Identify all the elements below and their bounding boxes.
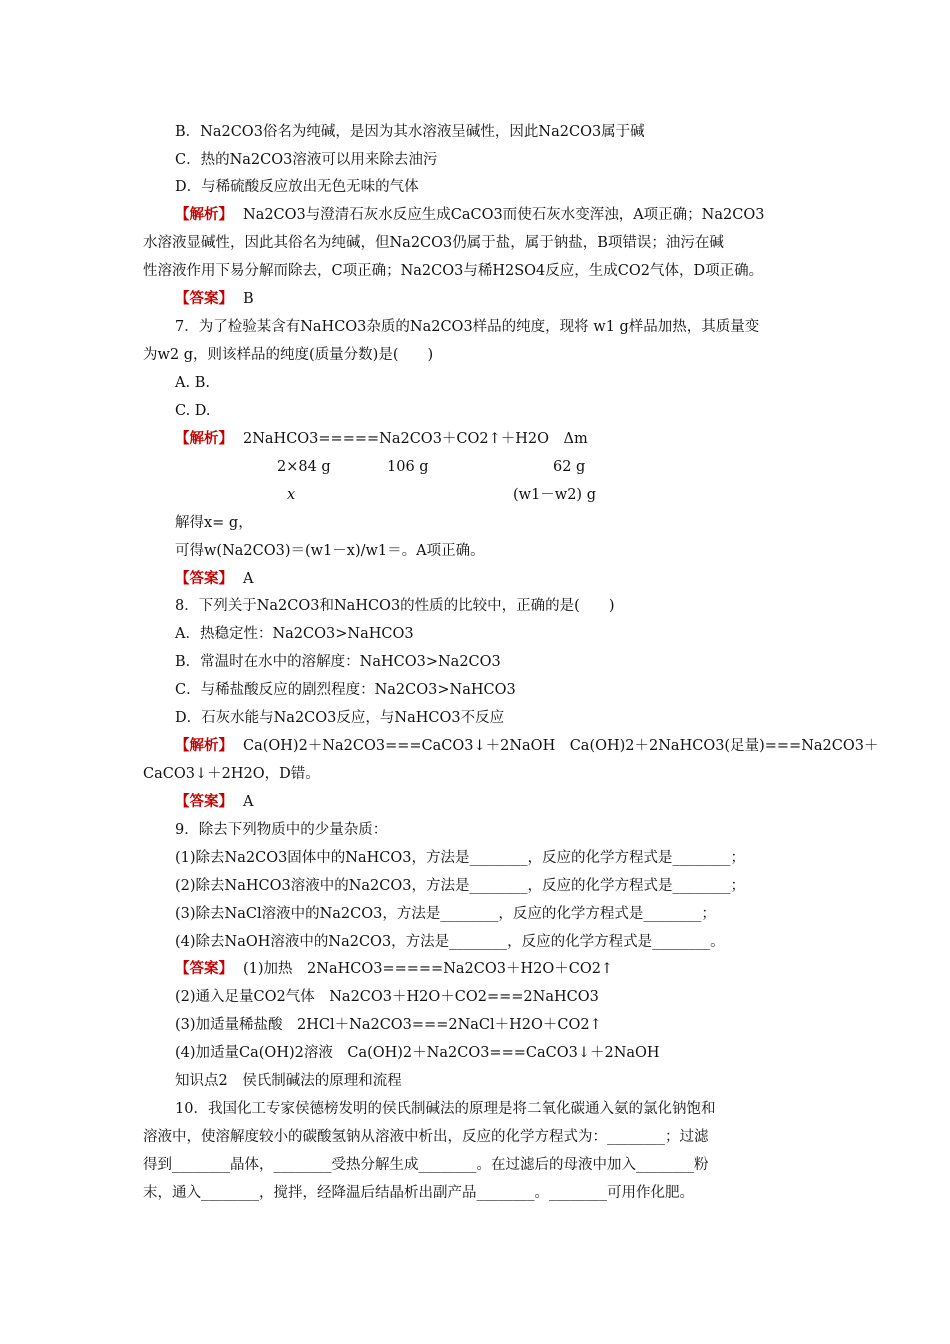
q8-analysis-line-2: CaCO3↓＋2H2O，D错。	[143, 766, 320, 782]
q8-answer	[175, 792, 810, 812]
q6-analysis-text-1: Na2CO3与澄清石灰水反应生成CaCO3而使石灰水变浑浊，A项正确；Na2CO3	[243, 207, 765, 223]
q10-line-4: 末，通入________，搅拌，经降温后结晶析出副产品________。________可用作化肥。	[143, 1185, 694, 1201]
q8-analysis-text-1: Ca(OH)2＋Na2CO3===CaCO3↓＋2NaOH Ca(OH)2＋2NaHCO3(足量)===Na2CO3＋	[243, 738, 879, 754]
q7-row2-a: x	[287, 487, 296, 503]
q6-analysis-line-3: 性溶液作用下易分解而除去，C项正确；Na2CO3与稀H2SO4反应，生成CO2气体，D项正确。	[143, 263, 764, 279]
q8-analysis-line-1	[175, 736, 879, 756]
q7-answer	[175, 569, 810, 589]
analysis-tag: 【解析】	[175, 430, 233, 447]
q7-options-cd: C. D.	[175, 403, 211, 419]
q9-part-3: (3)除去NaCl溶液中的Na2CO3，方法是________，反应的化学方程式是________；	[175, 906, 716, 922]
q9-part-1: (1)除去Na2CO3固体中的NaHCO3，方法是________，反应的化学方程式是________；	[175, 850, 745, 866]
q7-solve-2: 可得w(Na2CO3)＝(w1－x)/w1＝。A项正确。	[175, 543, 485, 559]
q9-stem: 9．除去下列物质中的少量杂质：	[175, 822, 388, 838]
answer-tag: 【答案】	[175, 570, 233, 587]
q6-option-c: C．热的Na2CO3溶液可以用来除去油污	[175, 152, 438, 168]
q7-row1-a: 2×84 g	[277, 459, 331, 475]
q10-line-1: 10．我国化工专家侯德榜发明的侯氏制碱法的原理是将二氧化碳通入氨的氯化钠饱和	[175, 1101, 716, 1117]
q7-stem-1: 7．为了检验某含有NaHCO3杂质的Na2CO3样品的纯度，现将 w1 g样品加热，其质量变	[175, 319, 760, 335]
section-heading: 知识点2 侯氏制碱法的原理和流程	[175, 1073, 402, 1089]
answer-tag: 【答案】	[175, 290, 233, 307]
analysis-tag: 【解析】	[175, 737, 233, 754]
q8-answer-value: A	[243, 794, 254, 810]
q6-option-d: D．与稀硫酸反应放出无色无味的气体	[175, 179, 419, 195]
q8-stem: 8．下列关于Na2CO3和NaHCO3的性质的比较中，正确的是( )	[175, 598, 615, 614]
q9-answer-3: (3)加适量稀盐酸 2HCl＋Na2CO3===2NaCl＋H2O＋CO2↑	[175, 1017, 602, 1033]
q10-line-3: 得到________晶体，________受热分解生成________。在过滤后的母液中加入________粉	[143, 1157, 709, 1173]
q6-answer	[175, 289, 810, 309]
answer-tag: 【答案】	[175, 793, 233, 810]
q7-analysis-line	[175, 429, 810, 449]
q10-line-2: 溶液中，使溶解度较小的碳酸氢钠从溶液中析出，反应的化学方程式为：________；过滤	[143, 1129, 709, 1145]
q7-equation: 2NaHCO3=====Na2CO3＋CO2↑＋H2O Δm	[243, 431, 588, 447]
q9-answer-1: (1)加热 2NaHCO3=====Na2CO3＋H2O＋CO2↑	[243, 961, 614, 977]
q8-option-d: D．石灰水能与Na2CO3反应，与NaHCO3不反应	[175, 710, 505, 726]
q8-option-b: B．常温时在水中的溶解度：NaHCO3>Na2CO3	[175, 654, 501, 670]
analysis-tag: 【解析】	[175, 206, 233, 223]
q7-stem-2: 为w2 g，则该样品的纯度(质量分数)是( )	[143, 347, 434, 363]
q8-option-c: C．与稀盐酸反应的剧烈程度：Na2CO3>NaHCO3	[175, 682, 516, 698]
q8-option-a: A．热稳定性：Na2CO3>NaHCO3	[175, 626, 414, 642]
q7-answer-value: A	[243, 571, 254, 587]
q6-answer-value: B	[243, 291, 254, 307]
q9-part-4: (4)除去NaOH溶液中的Na2CO3，方法是________，反应的化学方程式是________。	[175, 934, 725, 950]
q9-answer-line-1	[175, 959, 810, 979]
q7-solve-1: 解得x= g，	[175, 515, 253, 531]
q9-answer-4: (4)加适量Ca(OH)2溶液 Ca(OH)2＋Na2CO3===CaCO3↓＋2NaOH	[175, 1045, 660, 1061]
q7-options-ab: A. B.	[175, 375, 210, 391]
q7-row2-c: (w1－w2) g	[513, 487, 596, 503]
q7-row1-b: 106 g	[387, 459, 429, 475]
q6-option-b: B．Na2CO3俗名为纯碱，是因为其水溶液呈碱性，因此Na2CO3属于碱	[175, 124, 645, 140]
q9-part-2: (2)除去NaHCO3溶液中的Na2CO3，方法是________，反应的化学方程式是________；	[175, 878, 745, 894]
q6-analysis-line-1	[175, 205, 810, 225]
q6-analysis-line-2: 水溶液显碱性，因此其俗名为纯碱，但Na2CO3仍属于盐，属于钠盐，B项错误；油污在碱	[143, 235, 724, 251]
answer-tag: 【答案】	[175, 960, 233, 977]
q9-answer-2: (2)通入足量CO2气体 Na2CO3＋H2O＋CO2===2NaHCO3	[175, 989, 599, 1005]
q7-row1-c: 62 g	[553, 459, 586, 475]
